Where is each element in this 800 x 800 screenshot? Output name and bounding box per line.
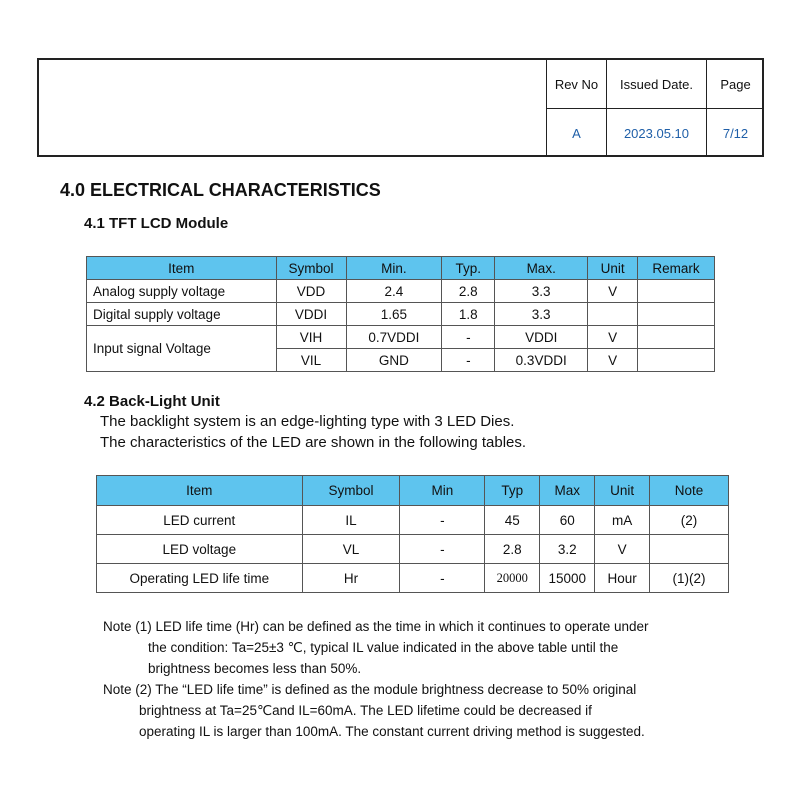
table-row (87, 280, 715, 303)
cell-typ: - (442, 349, 495, 372)
document-header (37, 58, 764, 157)
col-item: Item (87, 257, 277, 280)
cell-max: VDDI (495, 326, 588, 349)
rev-no-label: Rev No (546, 60, 606, 108)
col-unit: Unit (588, 257, 638, 280)
cell-item: Input signal Voltage (87, 326, 277, 372)
cell-unit: Hour (595, 564, 650, 593)
cell-max: 60 (540, 506, 595, 535)
cell-note: (2) (650, 506, 729, 535)
col-typ: Typ (485, 476, 540, 506)
cell-typ: 2.8 (485, 535, 540, 564)
rev-no-value: A (546, 108, 606, 157)
tft-lcd-table (86, 256, 715, 372)
cell-min: - (400, 564, 485, 593)
col-max: Max (540, 476, 595, 506)
cell-symbol: VDDI (276, 303, 346, 326)
cell-unit: V (588, 326, 638, 349)
table-row (97, 535, 729, 564)
cell-remark (638, 280, 715, 303)
cell-symbol: IL (302, 506, 400, 535)
section-title: 4.0 ELECTRICAL CHARACTERISTICS (60, 180, 381, 200)
note-1-line-1: Note (1) LED life time (Hr) can be defined as the time in which it continues to operate under (103, 619, 649, 634)
col-typ: Typ. (442, 257, 495, 280)
cell-note: (1)(2) (650, 564, 729, 593)
cell-symbol: VDD (276, 280, 346, 303)
cell-min: - (400, 535, 485, 564)
col-max: Max. (495, 257, 588, 280)
table-row (97, 564, 729, 593)
cell-typ: 45 (485, 506, 540, 535)
page-value: 7/12 (706, 108, 764, 157)
cell-min: 0.7VDDI (346, 326, 442, 349)
note-1-line-3: brightness becomes less than 50%. (148, 661, 362, 676)
cell-min: GND (346, 349, 442, 372)
note-1-line-2: the condition: Ta=25±3 ℃, typical IL value indicated in the above table until the (148, 640, 619, 655)
table-row (87, 326, 715, 349)
cell-unit (588, 303, 638, 326)
cell-item: Digital supply voltage (87, 303, 277, 326)
col-min: Min. (346, 257, 442, 280)
cell-typ: 1.8 (442, 303, 495, 326)
col-note: Note (650, 476, 729, 506)
note-2-line-3: operating IL is larger than 100mA. The constant current driving method is suggested. (139, 724, 645, 739)
cell-unit: mA (595, 506, 650, 535)
cell-min: 2.4 (346, 280, 442, 303)
cell-item: Analog supply voltage (87, 280, 277, 303)
table-header-row (87, 257, 715, 280)
backlight-description-line-2: The characteristics of the LED are shown in the following tables. (100, 434, 527, 451)
cell-item: Operating LED life time (97, 564, 303, 593)
cell-max: 15000 (540, 564, 595, 593)
cell-item: LED voltage (97, 535, 303, 564)
cell-remark (638, 326, 715, 349)
cell-note (650, 535, 729, 564)
cell-symbol: VIH (276, 326, 346, 349)
col-item: Item (97, 476, 303, 506)
table-row (87, 303, 715, 326)
note-2-line-2: brightness at Ta=25℃and IL=60mA. The LED lifetime could be decreased if (139, 703, 592, 718)
cell-max: 0.3VDDI (495, 349, 588, 372)
backlight-table (96, 475, 729, 593)
cell-max: 3.3 (495, 303, 588, 326)
cell-remark (638, 303, 715, 326)
cell-min: - (400, 506, 485, 535)
cell-typ: 2.8 (442, 280, 495, 303)
backlight-description-line-1: The backlight system is an edge-lighting type with 3 LED Dies. (100, 413, 515, 430)
col-min: Min (400, 476, 485, 506)
cell-unit: V (588, 349, 638, 372)
cell-item: LED current (97, 506, 303, 535)
cell-min: 1.65 (346, 303, 442, 326)
cell-symbol: VIL (276, 349, 346, 372)
cell-unit: V (588, 280, 638, 303)
table-header-row (97, 476, 729, 506)
col-remark: Remark (638, 257, 715, 280)
col-symbol: Symbol (302, 476, 400, 506)
cell-max: 3.2 (540, 535, 595, 564)
cell-remark (638, 349, 715, 372)
col-symbol: Symbol (276, 257, 346, 280)
issued-date-label: Issued Date. (606, 60, 706, 108)
note-2-line-1: Note (2) The “LED life time” is defined as the module brightness decrease to 50% original (103, 682, 637, 697)
cell-typ: 20000 (485, 564, 540, 593)
table-row (97, 506, 729, 535)
subsection-title-4-1: 4.1 TFT LCD Module (84, 215, 229, 232)
cell-symbol: Hr (302, 564, 400, 593)
subsection-title-4-2: 4.2 Back-Light Unit (84, 393, 220, 410)
cell-symbol: VL (302, 535, 400, 564)
page-label: Page (706, 60, 764, 108)
cell-typ: - (442, 326, 495, 349)
cell-unit: V (595, 535, 650, 564)
cell-max: 3.3 (495, 280, 588, 303)
col-unit: Unit (595, 476, 650, 506)
issued-date-value: 2023.05.10 (606, 108, 706, 157)
